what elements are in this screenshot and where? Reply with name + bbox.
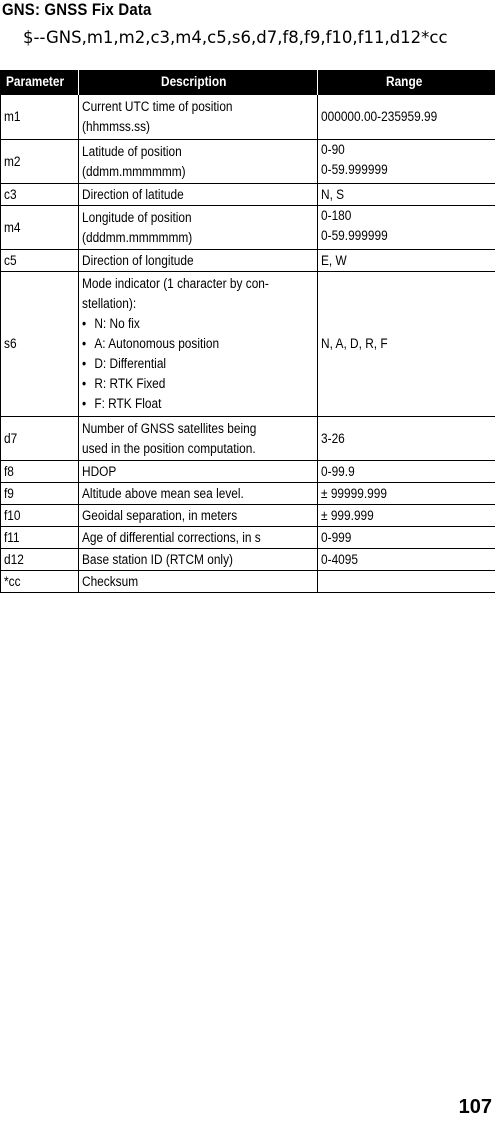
page-number: 107: [458, 1096, 492, 1118]
range-cell: [318, 272, 495, 417]
table-row: [1, 505, 495, 527]
description-cell: [79, 140, 318, 184]
param-cell: f11: [1, 527, 79, 549]
range-line: 0-180: [321, 208, 352, 223]
range-line: N, A, D, R, F: [321, 336, 388, 351]
description-line: Number of GNSS satellites being: [82, 420, 257, 436]
range-cell: [318, 461, 495, 483]
description-line: (hhmmss.ss): [82, 119, 150, 134]
description-cell: [79, 549, 318, 571]
range-cell: [318, 95, 495, 140]
range-line: 3-26: [321, 430, 345, 446]
description-cell: [79, 272, 318, 417]
table-row: [1, 571, 495, 593]
param-cell: f10: [1, 505, 79, 527]
description-cell: [79, 184, 318, 206]
description-line: (dddmm.mmmmmm): [82, 229, 193, 245]
range-line: 0-59.999999: [321, 228, 388, 243]
bullet-icon: •: [82, 356, 87, 371]
description-line: Base station ID (RTCM only): [82, 551, 233, 567]
mode-list: [82, 314, 314, 414]
param-cell: m1: [1, 95, 79, 140]
table-row: [1, 483, 495, 505]
param-cell: c3: [1, 184, 79, 206]
description-line: Longitude of position: [82, 209, 192, 225]
param-cell: d7: [1, 417, 79, 461]
mode-list-item: • R: RTK Fixed: [82, 374, 286, 394]
range-line: 000000.00-235959.99: [321, 109, 438, 124]
bullet-icon: •: [82, 396, 87, 411]
description-line: Latitude of position: [82, 143, 182, 159]
description-line: Geoidal separation, in meters: [82, 507, 238, 523]
range-line: 0-90: [321, 142, 345, 157]
mode-list-item: • N: No fix: [82, 314, 286, 334]
param-cell: s6: [1, 272, 79, 417]
range-cell: [318, 184, 495, 206]
range-line: 0-99.9: [321, 463, 355, 479]
param-cell: m4: [1, 206, 79, 250]
table-row: [1, 206, 495, 250]
bullet-icon: •: [82, 376, 87, 391]
table-row: [1, 461, 495, 483]
range-cell: [318, 417, 495, 461]
param-cell: d12: [1, 549, 79, 571]
bullet-icon: •: [82, 316, 87, 331]
mode-list-item: • F: RTK Float: [82, 394, 286, 414]
param-cell: f9: [1, 483, 79, 505]
table-row: [1, 272, 495, 417]
range-cell: [318, 250, 495, 272]
description-cell: [79, 461, 318, 483]
table-row: [1, 184, 495, 206]
bullet-icon: •: [82, 336, 87, 351]
description-line: Current UTC time of position: [82, 99, 233, 114]
description-cell: [79, 527, 318, 549]
mode-list-item: • A: Autonomous position: [82, 334, 286, 354]
param-cell: c5: [1, 250, 79, 272]
param-cell: *cc: [1, 571, 79, 593]
range-cell: [318, 527, 495, 549]
param-cell: m2: [1, 140, 79, 184]
range-line: ± 999.999: [321, 507, 374, 523]
table-row: [1, 527, 495, 549]
description-line: Direction of longitude: [82, 252, 194, 268]
description-cell: [79, 505, 318, 527]
range-line: ± 99999.999: [321, 485, 387, 501]
range-cell: [318, 549, 495, 571]
description-cell: [79, 250, 318, 272]
table-row: [1, 549, 495, 571]
table-row: [1, 250, 495, 272]
table-row: [1, 95, 495, 140]
description-cell: [79, 206, 318, 250]
header-range: Range: [318, 70, 495, 95]
description-cell: [79, 417, 318, 461]
description-line: HDOP: [82, 463, 117, 479]
table-header-row: [1, 70, 495, 95]
description-cell: [79, 483, 318, 505]
range-cell: [318, 571, 495, 593]
range-line: 0-4095: [321, 551, 359, 567]
section-title: GNS: GNSS Fix Data: [2, 0, 152, 19]
description-cell: [79, 571, 318, 593]
header-description: Description: [79, 70, 318, 95]
description-line: Mode indicator (1 character by con-: [82, 276, 269, 291]
sentence-syntax: $--GNS,m1,m2,c3,m4,c5,s6,d7,f8,f9,f10,f11,d12*cc: [23, 28, 448, 47]
description-line: stellation):: [82, 296, 137, 311]
description-line: used in the position computation.: [82, 440, 256, 456]
table-row: [1, 417, 495, 461]
range-cell: [318, 483, 495, 505]
range-line: 0-59.999999: [321, 162, 388, 177]
description-cell: [79, 95, 318, 140]
range-line: N, S: [321, 186, 345, 202]
description-line: (ddmm.mmmmmm): [82, 163, 186, 179]
range-line: E, W: [321, 252, 347, 268]
parameter-table: [0, 70, 495, 593]
header-parameter: Parameter: [1, 70, 79, 95]
range-cell: [318, 505, 495, 527]
param-cell: f8: [1, 461, 79, 483]
range-cell: [318, 140, 495, 184]
description-line: Age of differential corrections, in s: [82, 529, 261, 545]
table-row: [1, 140, 495, 184]
range-line: 0-999: [321, 529, 352, 545]
description-line: Direction of latitude: [82, 186, 184, 202]
mode-list-item: • D: Differential: [82, 354, 286, 374]
description-line: Checksum: [82, 573, 139, 589]
description-line: Altitude above mean sea level.: [82, 485, 244, 501]
range-cell: [318, 206, 495, 250]
